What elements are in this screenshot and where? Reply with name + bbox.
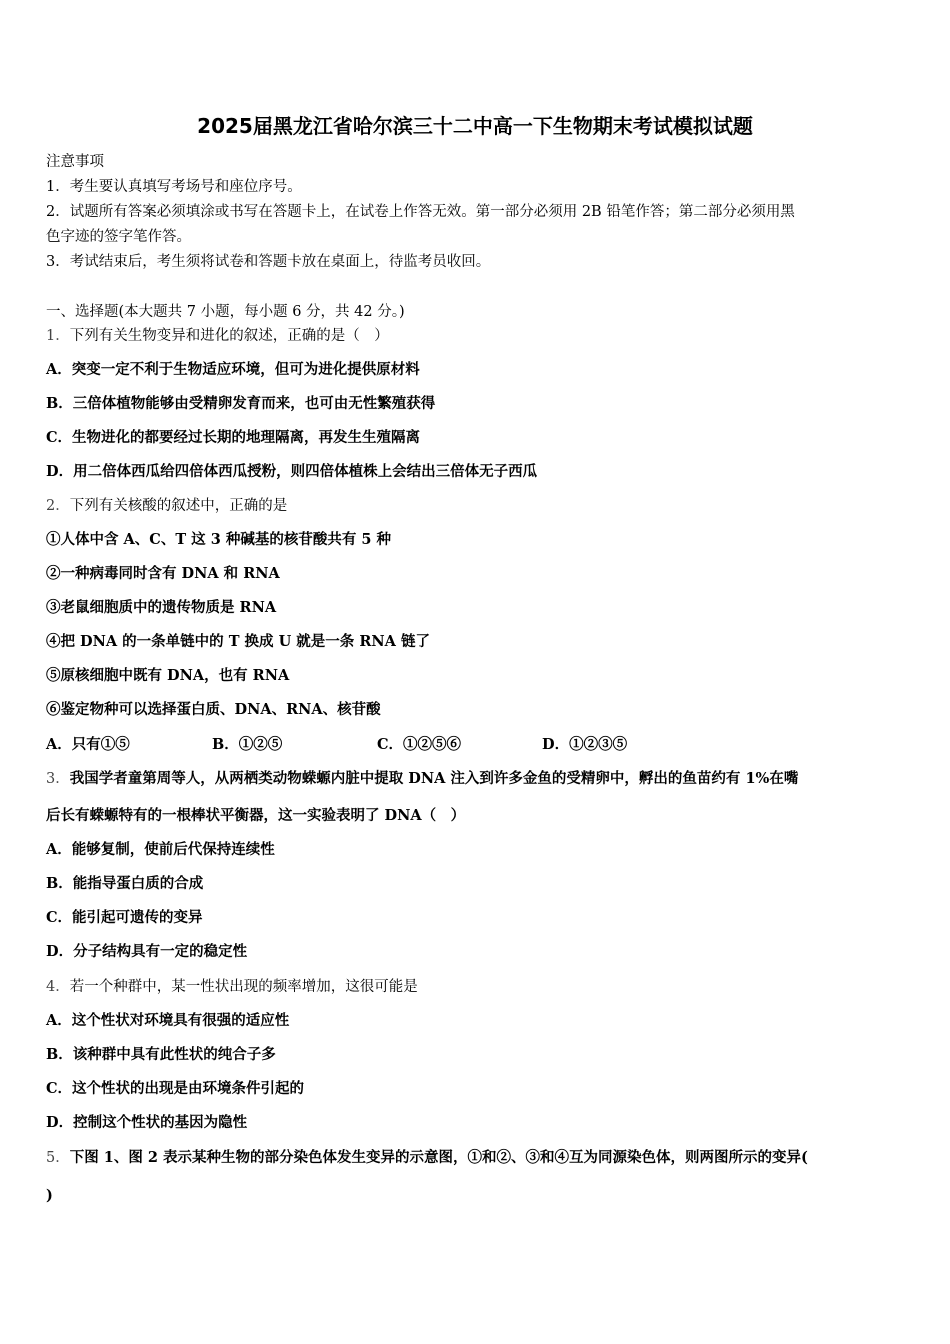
notice-heading: 注意事项 [46,154,104,170]
question-2-stem [46,496,906,516]
notice-item-1: 1．考生要认真填写考场号和座位序号。 [46,179,302,195]
question-4-option-a: A．这个性状对环境具有很强的适应性 [46,1012,290,1029]
notice-item-3: 3．考试结束后，考生须将试卷和答题卡放在桌面上，待监考员收回。 [46,254,491,270]
question-5-text-line-1: 下图 1、图 2 表示某种生物的部分染色体发生变异的示意图，①和②、③和④互为同源染色体，则两图所示的变异( [69,1149,808,1166]
question-2-option-a: A．只有①⑤ [46,736,130,753]
question-5-text-line-2: ) [46,1187,53,1204]
question-2-statement-1: ①人体中含 A、C、T 这 3 种碱基的核苷酸共有 5 种 [46,531,392,548]
question-5-number: 5． [46,1150,70,1166]
question-2-statement-3: ③老鼠细胞质中的遗传物质是 RNA [46,599,277,616]
section-heading: 一、选择题(本大题共 7 小题，每小题 6 分，共 42 分。) [46,304,405,320]
question-3-option-b: B．能指导蛋白质的合成 [46,875,204,892]
question-2-option-d: D．①②③⑤ [542,736,628,753]
question-2-statement-4: ④把 DNA 的一条单链中的 T 换成 U 就是一条 RNA 链了 [46,633,430,650]
question-1-text: 下列有关生物变异和进化的叙述，正确的是（ ） [69,328,389,344]
question-4-text: 若一个种群中，某一性状出现的频率增加，这很可能是 [69,979,418,995]
question-1-number: 1． [46,328,70,344]
question-1-option-c: C．生物进化的都要经过长期的地理隔离，再发生生殖隔离 [46,429,421,446]
question-4-option-c: C．这个性状的出现是由环境条件引起的 [46,1080,305,1097]
question-2-statement-6: ⑥鉴定物种可以选择蛋白质、DNA、RNA、核苷酸 [46,701,381,718]
question-4-option-d: D．控制这个性状的基因为隐性 [46,1114,248,1131]
question-2-text: 下列有关核酸的叙述中，正确的是 [69,498,288,514]
page-title: 2025届黑龙江省哈尔滨三十二中高一下生物期末考试模拟试题 [197,114,753,138]
question-3-option-c: C．能引起可遗传的变异 [46,909,203,926]
question-2-statement-5: ⑤原核细胞中既有 DNA，也有 RNA [46,667,290,684]
notice-item-2-cont: 色字迹的签字笔作答。 [46,229,191,245]
question-1-stem [46,326,906,346]
question-2-option-c: C．①②⑤⑥ [377,736,462,753]
question-3-text-line-1: 我国学者童第周等人，从两栖类动物蝾螈内脏中提取 DNA 注入到许多金鱼的受精卵中，孵出的鱼苗约有 1%在嘴 [69,770,799,787]
question-3-number: 3． [46,771,70,787]
question-2-number: 2． [46,498,70,514]
question-4-stem [46,977,906,997]
question-1-option-b: B．三倍体植物能够由受精卵发育而来，也可由无性繁殖获得 [46,395,436,412]
question-4-number: 4． [46,979,70,995]
question-2-statement-2: ②一种病毒同时含有 DNA 和 RNA [46,565,280,582]
notice-item-2: 2．试题所有答案必须填涂或书写在答题卡上，在试卷上作答无效。第一部分必须用 2B 铅笔作答；第二部分必须用黑 [46,204,795,220]
question-1-option-a: A．突变一定不利于生物适应环境，但可为进化提供原材料 [46,361,420,378]
question-3-option-a: A．能够复制，使前后代保持连续性 [46,841,275,858]
question-1-option-d: D．用二倍体西瓜给四倍体西瓜授粉，则四倍体植株上会结出三倍体无子西瓜 [46,463,538,480]
question-5-stem [46,1148,906,1168]
question-3-text-line-2: 后长有蝾螈特有的一根棒状平衡器，这一实验表明了 DNA（ ） [46,807,466,824]
question-3-option-d: D．分子结构具有一定的稳定性 [46,943,248,960]
question-2-option-b: B．①②⑤ [212,736,283,753]
question-4-option-b: B．该种群中具有此性状的纯合子多 [46,1046,276,1063]
question-3-stem [46,769,906,789]
